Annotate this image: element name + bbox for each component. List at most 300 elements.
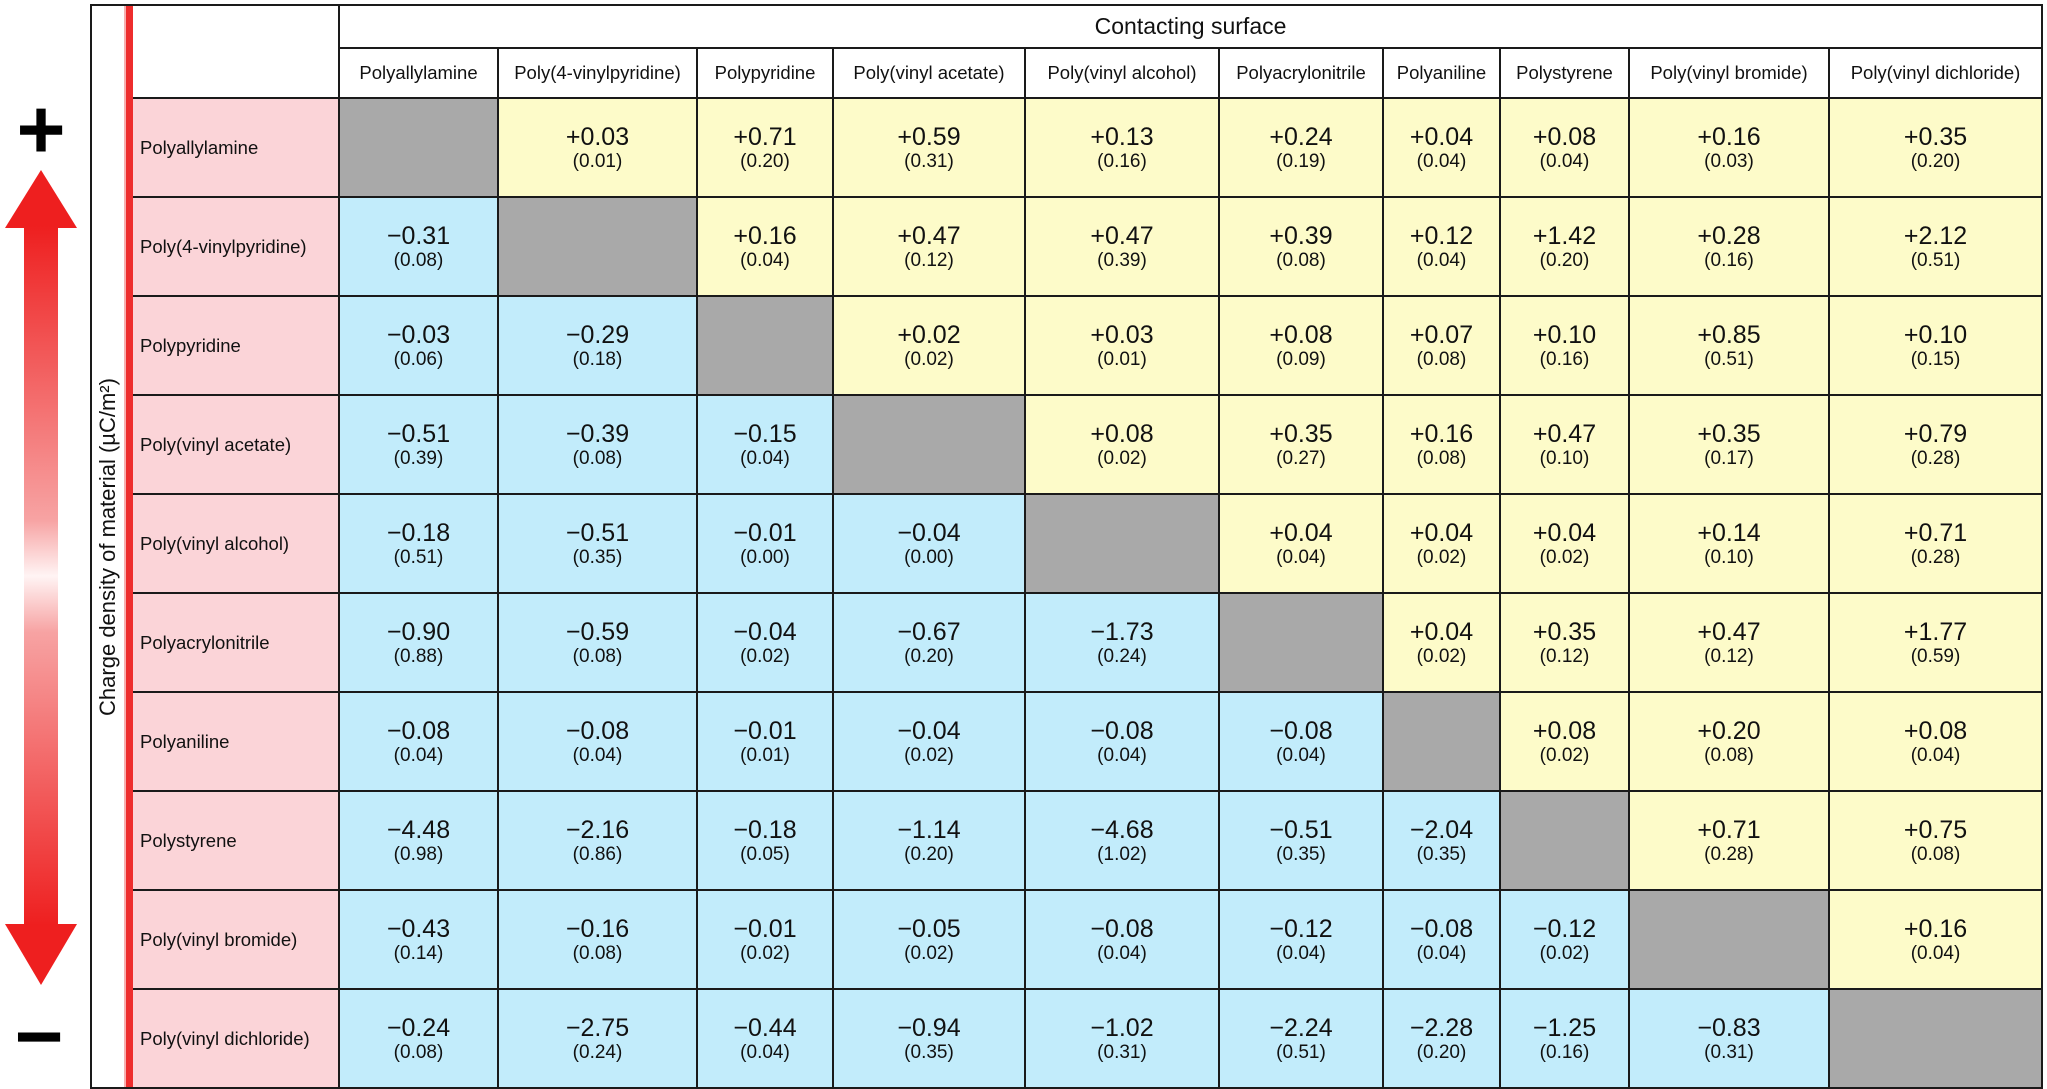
value-cell xyxy=(1025,890,1219,989)
std-dev: (0.98) xyxy=(393,843,444,865)
y-axis-red-line xyxy=(124,6,133,1087)
corner-cell xyxy=(131,5,339,98)
std-dev: (0.20) xyxy=(1539,249,1590,271)
table-row xyxy=(91,692,2042,791)
value-cell xyxy=(697,692,833,791)
value-cell xyxy=(1219,890,1383,989)
value-cell xyxy=(833,593,1025,692)
value-cell xyxy=(1025,395,1219,494)
table-row xyxy=(91,791,2042,890)
charge-value: −0.59 xyxy=(565,617,630,646)
std-dev: (0.08) xyxy=(1276,249,1326,271)
value-cell xyxy=(1025,692,1219,791)
value-cell xyxy=(1629,98,1829,197)
row-header: Poly(4-vinylpyridine) xyxy=(131,197,339,296)
std-dev: (0.20) xyxy=(1416,1041,1467,1063)
charge-value: +0.35 xyxy=(1697,419,1761,448)
y-axis-label: Charge density of material (µC/m²) xyxy=(95,377,120,716)
charge-value: +0.47 xyxy=(1697,617,1761,646)
charge-value: +0.20 xyxy=(1697,716,1761,745)
value-cell xyxy=(339,197,498,296)
value-cell xyxy=(1025,98,1219,197)
value-cell xyxy=(833,98,1025,197)
charge-value: −0.43 xyxy=(386,914,451,943)
value-cell xyxy=(498,791,697,890)
std-dev: (0.04) xyxy=(1276,942,1326,964)
std-dev: (0.01) xyxy=(1097,348,1147,370)
value-cell xyxy=(1025,791,1219,890)
arrow-shaft xyxy=(24,226,58,926)
charge-value: −2.16 xyxy=(565,815,630,844)
value-cell xyxy=(498,296,697,395)
charge-value: +0.04 xyxy=(1409,617,1474,646)
std-dev: (0.28) xyxy=(1704,843,1754,865)
std-dev: (0.12) xyxy=(1704,645,1754,667)
value-cell xyxy=(1629,296,1829,395)
diagonal-cell xyxy=(697,296,833,395)
charge-value: +0.85 xyxy=(1697,320,1761,349)
value-cell xyxy=(339,989,498,1088)
std-dev: (0.02) xyxy=(740,942,790,964)
value-cell xyxy=(1025,989,1219,1088)
charge-value: +0.04 xyxy=(1409,122,1474,151)
charge-value: +0.08 xyxy=(1269,320,1333,349)
std-dev: (0.04) xyxy=(393,744,444,766)
charge-value: +0.04 xyxy=(1269,518,1333,547)
charge-value: −0.04 xyxy=(897,716,961,745)
value-cell xyxy=(833,791,1025,890)
charge-value: −0.94 xyxy=(897,1013,961,1042)
column-header: Poly(4-vinylpyridine) xyxy=(498,48,697,98)
charge-value: +0.24 xyxy=(1269,122,1333,151)
std-dev: (0.20) xyxy=(904,645,954,667)
table-row xyxy=(91,98,2042,197)
diagonal-cell xyxy=(1383,692,1500,791)
charge-value: +0.03 xyxy=(1090,320,1154,349)
charge-value: −0.39 xyxy=(565,419,630,448)
value-cell xyxy=(697,494,833,593)
value-cell xyxy=(1500,593,1629,692)
std-dev: (0.17) xyxy=(1704,447,1754,469)
value-cell xyxy=(339,890,498,989)
std-dev: (0.39) xyxy=(1097,249,1147,271)
charge-value: −0.03 xyxy=(386,320,451,349)
std-dev: (0.02) xyxy=(1416,546,1467,568)
value-cell xyxy=(1383,98,1500,197)
std-dev: (0.02) xyxy=(904,942,954,964)
value-cell xyxy=(339,791,498,890)
arrow-head-down xyxy=(5,924,77,985)
diagonal-cell xyxy=(1219,593,1383,692)
charge-value: +0.04 xyxy=(1532,518,1597,547)
charge-value: −0.01 xyxy=(733,716,797,745)
std-dev: (0.88) xyxy=(393,645,444,667)
diagonal-cell xyxy=(1829,989,2042,1088)
value-cell xyxy=(339,296,498,395)
std-dev: (1.02) xyxy=(1097,843,1147,865)
std-dev: (0.05) xyxy=(740,843,790,865)
column-header: Poly(vinyl dichloride) xyxy=(1829,48,2042,98)
charge-value: +0.10 xyxy=(1532,320,1597,349)
charge-value: +0.16 xyxy=(1409,419,1474,448)
charge-value: −4.68 xyxy=(1090,815,1154,844)
charge-value: +0.47 xyxy=(1532,419,1597,448)
plus-sign: + xyxy=(16,82,66,176)
value-cell xyxy=(1383,890,1500,989)
std-dev: (0.27) xyxy=(1276,447,1326,469)
charge-value: +0.16 xyxy=(733,221,797,250)
charge-value: −0.51 xyxy=(565,518,630,547)
charge-value: −0.18 xyxy=(733,815,797,844)
charge-value: −0.67 xyxy=(897,617,961,646)
row-header: Poly(vinyl dichloride) xyxy=(131,989,339,1088)
charge-value: −0.08 xyxy=(386,716,451,745)
value-cell xyxy=(1829,890,2042,989)
value-cell xyxy=(1383,395,1500,494)
column-header: Polyacrylonitrile xyxy=(1219,48,1383,98)
value-cell xyxy=(1219,296,1383,395)
value-cell xyxy=(498,395,697,494)
value-cell xyxy=(498,989,697,1088)
value-cell xyxy=(697,989,833,1088)
std-dev: (0.16) xyxy=(1097,150,1147,172)
std-dev: (0.24) xyxy=(1097,645,1147,667)
value-cell xyxy=(1500,989,1629,1088)
std-dev: (0.02) xyxy=(1539,744,1590,766)
value-cell xyxy=(1829,593,2042,692)
value-cell xyxy=(1025,296,1219,395)
std-dev: (0.20) xyxy=(904,843,954,865)
value-cell xyxy=(833,494,1025,593)
std-dev: (0.10) xyxy=(1539,447,1590,469)
std-dev: (0.04) xyxy=(1097,942,1147,964)
value-cell xyxy=(1500,197,1629,296)
charge-value: +1.77 xyxy=(1903,617,1968,646)
std-dev: (0.08) xyxy=(1910,843,1961,865)
minus-sign: − xyxy=(14,989,64,1083)
value-cell xyxy=(833,692,1025,791)
charge-value: −0.15 xyxy=(733,419,797,448)
charge-value: +0.08 xyxy=(1532,122,1597,151)
std-dev: (0.08) xyxy=(393,249,444,271)
std-dev: (0.02) xyxy=(1539,942,1590,964)
contacting-surface-header: Contacting surface xyxy=(339,5,2042,48)
std-dev: (0.31) xyxy=(1097,1041,1147,1063)
std-dev: (0.10) xyxy=(1704,546,1754,568)
charge-value: −0.51 xyxy=(386,419,451,448)
charge-value: −0.24 xyxy=(386,1013,451,1042)
charge-value: +0.75 xyxy=(1903,815,1968,844)
charge-value: +0.39 xyxy=(1269,221,1333,250)
value-cell xyxy=(697,593,833,692)
charge-value: −0.05 xyxy=(897,914,961,943)
column-header-row xyxy=(91,48,2042,98)
std-dev: (0.08) xyxy=(393,1041,444,1063)
column-header: Polystyrene xyxy=(1500,48,1629,98)
value-cell xyxy=(1829,296,2042,395)
charge-value: −0.08 xyxy=(1409,914,1474,943)
value-cell xyxy=(339,692,498,791)
row-header: Poly(vinyl bromide) xyxy=(131,890,339,989)
std-dev: (0.06) xyxy=(393,348,444,370)
value-cell xyxy=(1500,692,1629,791)
std-dev: (0.04) xyxy=(740,249,790,271)
charge-value: −1.02 xyxy=(1090,1013,1154,1042)
value-cell xyxy=(1219,395,1383,494)
charge-value: −0.44 xyxy=(733,1013,797,1042)
charge-value: −0.51 xyxy=(1269,815,1333,844)
charge-value: +0.47 xyxy=(897,221,961,250)
value-cell xyxy=(1500,98,1629,197)
std-dev: (0.31) xyxy=(904,150,954,172)
charge-value: −4.48 xyxy=(386,815,451,844)
charge-value: −0.08 xyxy=(565,716,630,745)
std-dev: (0.04) xyxy=(740,1041,790,1063)
charge-value: −0.01 xyxy=(733,518,797,547)
charge-value: +2.12 xyxy=(1903,221,1968,250)
std-dev: (0.01) xyxy=(740,744,790,766)
std-dev: (0.02) xyxy=(1416,645,1467,667)
column-header: Poly(vinyl bromide) xyxy=(1629,48,1829,98)
charge-value: +0.02 xyxy=(897,320,961,349)
charge-value: −2.24 xyxy=(1269,1013,1333,1042)
std-dev: (0.16) xyxy=(1704,249,1754,271)
value-cell xyxy=(1219,989,1383,1088)
charge-value: −0.04 xyxy=(733,617,797,646)
std-dev: (0.08) xyxy=(1416,348,1467,370)
std-dev: (0.51) xyxy=(1704,348,1754,370)
table-row xyxy=(91,296,2042,395)
std-dev: (0.04) xyxy=(572,744,623,766)
std-dev: (0.09) xyxy=(1276,348,1326,370)
std-dev: (0.04) xyxy=(1416,249,1467,271)
std-dev: (0.28) xyxy=(1910,447,1961,469)
value-cell xyxy=(339,494,498,593)
value-cell xyxy=(1383,593,1500,692)
diagonal-cell xyxy=(498,197,697,296)
row-header: Polypyridine xyxy=(131,296,339,395)
charge-value: +0.08 xyxy=(1903,716,1968,745)
charge-value: −1.73 xyxy=(1090,617,1154,646)
charge-value: −0.01 xyxy=(733,914,797,943)
charge-value: −0.16 xyxy=(565,914,630,943)
row-header: Poly(vinyl alcohol) xyxy=(131,494,339,593)
value-cell xyxy=(1500,890,1629,989)
std-dev: (0.20) xyxy=(740,150,790,172)
value-cell xyxy=(1219,791,1383,890)
charge-value: +0.28 xyxy=(1697,221,1761,250)
charge-value: −0.29 xyxy=(565,320,630,349)
diagonal-cell xyxy=(1629,890,1829,989)
std-dev: (0.59) xyxy=(1910,645,1961,667)
table-row xyxy=(91,989,2042,1088)
row-header: Polyacrylonitrile xyxy=(131,593,339,692)
value-cell xyxy=(1219,197,1383,296)
charge-value: −0.08 xyxy=(1090,716,1154,745)
charge-value: +0.04 xyxy=(1409,518,1474,547)
std-dev: (0.28) xyxy=(1910,546,1961,568)
value-cell xyxy=(1383,791,1500,890)
value-cell xyxy=(498,98,697,197)
value-cell xyxy=(1829,494,2042,593)
table-row xyxy=(91,395,2042,494)
value-cell xyxy=(1829,197,2042,296)
charge-value: −2.28 xyxy=(1409,1013,1474,1042)
value-cell xyxy=(697,197,833,296)
table-row xyxy=(91,593,2042,692)
value-cell xyxy=(1219,98,1383,197)
value-cell xyxy=(498,494,697,593)
arrow-head-up xyxy=(5,170,77,228)
std-dev: (0.08) xyxy=(572,447,623,469)
row-header: Polystyrene xyxy=(131,791,339,890)
value-cell xyxy=(339,593,498,692)
charge-value: +0.16 xyxy=(1903,914,1968,943)
std-dev: (0.16) xyxy=(1539,1041,1590,1063)
std-dev: (0.00) xyxy=(904,546,954,568)
diagonal-cell xyxy=(1500,791,1629,890)
value-cell xyxy=(1500,296,1629,395)
std-dev: (0.86) xyxy=(572,843,623,865)
std-dev: (0.24) xyxy=(572,1041,623,1063)
charge-value: +0.10 xyxy=(1903,320,1968,349)
column-header: Polypyridine xyxy=(697,48,833,98)
value-cell xyxy=(697,395,833,494)
value-cell xyxy=(1629,494,1829,593)
charge-scale-arrow xyxy=(0,0,90,1083)
value-cell xyxy=(697,890,833,989)
std-dev: (0.02) xyxy=(904,744,954,766)
value-cell xyxy=(1383,296,1500,395)
charge-value: −0.83 xyxy=(1697,1013,1761,1042)
table-row xyxy=(91,890,2042,989)
table-row xyxy=(91,494,2042,593)
std-dev: (0.01) xyxy=(572,150,623,172)
value-cell xyxy=(1829,395,2042,494)
charge-value: +0.35 xyxy=(1903,122,1968,151)
std-dev: (0.04) xyxy=(1097,744,1147,766)
value-cell xyxy=(1500,494,1629,593)
value-cell xyxy=(833,197,1025,296)
std-dev: (0.02) xyxy=(1539,546,1590,568)
charge-value: +0.35 xyxy=(1532,617,1597,646)
charge-value: +0.71 xyxy=(733,122,797,151)
std-dev: (0.19) xyxy=(1276,150,1326,172)
std-dev: (0.04) xyxy=(1910,744,1961,766)
value-cell xyxy=(498,692,697,791)
table-row xyxy=(91,197,2042,296)
charge-value: +0.71 xyxy=(1697,815,1761,844)
row-header: Poly(vinyl acetate) xyxy=(131,395,339,494)
value-cell xyxy=(1629,989,1829,1088)
charge-value: −0.31 xyxy=(386,221,451,250)
column-header: Polyaniline xyxy=(1383,48,1500,98)
std-dev: (0.35) xyxy=(572,546,623,568)
std-dev: (0.39) xyxy=(393,447,444,469)
charge-value: +0.07 xyxy=(1409,320,1474,349)
value-cell xyxy=(1629,197,1829,296)
value-cell xyxy=(498,593,697,692)
std-dev: (0.02) xyxy=(1097,447,1147,469)
charge-value: −0.18 xyxy=(386,518,451,547)
charge-value: +0.08 xyxy=(1090,419,1154,448)
std-dev: (0.02) xyxy=(904,348,954,370)
value-cell xyxy=(1219,692,1383,791)
std-dev: (0.18) xyxy=(572,348,623,370)
charge-value: −0.08 xyxy=(1269,716,1333,745)
column-header: Poly(vinyl alcohol) xyxy=(1025,48,1219,98)
y-axis-cell xyxy=(91,5,131,1088)
value-cell xyxy=(1629,395,1829,494)
value-cell xyxy=(1383,197,1500,296)
std-dev: (0.04) xyxy=(1276,744,1326,766)
charge-value: +0.12 xyxy=(1409,221,1474,250)
std-dev: (0.14) xyxy=(393,942,444,964)
std-dev: (0.04) xyxy=(740,447,790,469)
value-cell xyxy=(1025,197,1219,296)
value-cell xyxy=(1025,593,1219,692)
std-dev: (0.51) xyxy=(1276,1041,1326,1063)
std-dev: (0.35) xyxy=(904,1041,954,1063)
row-header: Polyaniline xyxy=(131,692,339,791)
std-dev: (0.04) xyxy=(1416,942,1467,964)
value-cell xyxy=(1829,692,2042,791)
std-dev: (0.15) xyxy=(1910,348,1961,370)
charge-value: +0.08 xyxy=(1532,716,1597,745)
std-dev: (0.35) xyxy=(1416,843,1467,865)
value-cell xyxy=(1383,494,1500,593)
std-dev: (0.08) xyxy=(572,942,623,964)
std-dev: (0.04) xyxy=(1276,546,1326,568)
diagonal-cell xyxy=(1025,494,1219,593)
value-cell xyxy=(1629,593,1829,692)
value-cell xyxy=(1629,692,1829,791)
value-cell xyxy=(833,989,1025,1088)
charge-value: −1.14 xyxy=(897,815,961,844)
std-dev: (0.51) xyxy=(1910,249,1961,271)
value-cell xyxy=(1383,989,1500,1088)
charge-value: −2.75 xyxy=(565,1013,630,1042)
super-header-row xyxy=(91,5,2042,48)
diagonal-cell xyxy=(339,98,498,197)
charge-value: −1.25 xyxy=(1532,1013,1597,1042)
std-dev: (0.08) xyxy=(1416,447,1467,469)
diagonal-cell xyxy=(833,395,1025,494)
charge-value: −0.08 xyxy=(1090,914,1154,943)
charge-value: +0.79 xyxy=(1903,419,1968,448)
std-dev: (0.02) xyxy=(740,645,790,667)
value-cell xyxy=(1629,791,1829,890)
std-dev: (0.16) xyxy=(1539,348,1590,370)
std-dev: (0.08) xyxy=(572,645,623,667)
row-header: Polyallylamine xyxy=(131,98,339,197)
charge-value: −0.12 xyxy=(1532,914,1597,943)
std-dev: (0.04) xyxy=(1539,150,1590,172)
charge-value: +0.47 xyxy=(1090,221,1154,250)
charge-value: +0.13 xyxy=(1090,122,1154,151)
std-dev: (0.03) xyxy=(1704,150,1754,172)
column-header: Poly(vinyl acetate) xyxy=(833,48,1025,98)
std-dev: (0.00) xyxy=(740,546,790,568)
charge-value: −2.04 xyxy=(1409,815,1474,844)
triboelectric-charge-table xyxy=(90,4,2043,1089)
charge-value: +0.03 xyxy=(565,122,630,151)
value-cell xyxy=(833,296,1025,395)
std-dev: (0.04) xyxy=(1416,150,1467,172)
charge-value: +0.59 xyxy=(897,122,961,151)
value-cell xyxy=(697,791,833,890)
std-dev: (0.31) xyxy=(1704,1041,1754,1063)
